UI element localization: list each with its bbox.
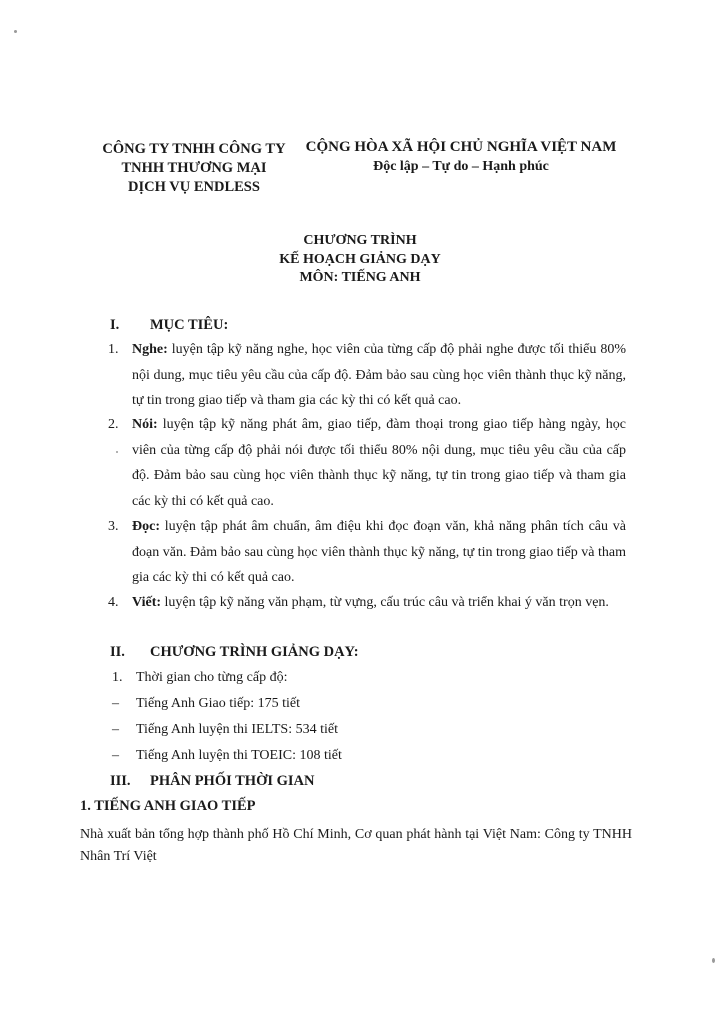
company-name-line-3: DỊCH VỤ ENDLESS — [128, 179, 260, 195]
list-number: 1. — [112, 670, 123, 685]
objective-label: Đọc: — [132, 519, 160, 534]
program-bullet — [112, 746, 342, 766]
objective-item-writing — [108, 590, 626, 616]
objective-text: luyện tập kỹ năng văn phạm, từ vựng, cấu trúc câu và triển khai ý văn trọn vẹn. — [161, 595, 609, 610]
scan-speck — [14, 30, 17, 33]
objective-label: Nghe: — [132, 342, 168, 357]
objective-item-listening — [108, 337, 626, 414]
list-number: 2. — [108, 417, 119, 432]
list-number: 3. — [108, 519, 119, 534]
company-name-line-2: TNHH THƯƠNG MẠI — [121, 160, 267, 176]
section-3-number: III. — [110, 773, 131, 789]
section-2-title: CHƯƠNG TRÌNH GIẢNG DẠY: — [150, 644, 359, 660]
section-1-heading — [110, 315, 228, 335]
dash-marker: – — [112, 696, 119, 711]
section-3-title: PHÂN PHỐI THỜI GIAN — [150, 773, 315, 789]
objective-item-speaking — [108, 412, 626, 514]
country-title: CỘNG HÒA XÃ HỘI CHỦ NGHĨA VIỆT NAM — [305, 139, 617, 155]
title-line-1: CHƯƠNG TRÌNH — [303, 233, 417, 248]
program-bullet-text: Tiếng Anh Giao tiếp: 175 tiết — [136, 696, 300, 711]
company-name-block — [96, 140, 292, 197]
section-1-number: I. — [110, 317, 120, 333]
section-2-number: II. — [110, 644, 125, 660]
program-bullet — [112, 694, 300, 714]
national-motto: Độc lập – Tự do – Hạnh phúc — [373, 159, 549, 174]
program-item-text: Thời gian cho từng cấp độ: — [136, 670, 288, 685]
objective-text: luyện tập kỹ năng phát âm, giao tiếp, đàm thoại trong giao tiếp hàng ngày, học viên của từng cấp độ phải nói được tối thiểu 80% nội dung, mục tiêu yêu cầu của cấp độ. Đảm bảo sau cùng học viên thành thục kỹ năng, tự tin trong giao tiếp và tham gia các kỳ thi có kết quả cao. — [132, 417, 626, 509]
document-title — [150, 232, 570, 288]
national-header-block — [300, 138, 622, 176]
program-bullet-text: Tiếng Anh luyện thi IELTS: 534 tiết — [136, 722, 338, 737]
objective-item-reading — [108, 514, 626, 591]
scan-speck — [712, 958, 715, 963]
title-line-2: KẾ HOẠCH GIẢNG DẠY — [279, 251, 441, 267]
dash-marker: – — [112, 748, 119, 763]
objective-label: Viết: — [132, 595, 162, 610]
objective-label: Nói: — [132, 417, 158, 432]
scan-speck — [116, 451, 118, 453]
subsection-heading: 1. TIẾNG ANH GIAO TIẾP — [80, 798, 256, 814]
dash-marker: – — [112, 722, 119, 737]
section-2-heading — [110, 642, 359, 662]
program-bullet — [112, 720, 338, 740]
company-name-line-1: CÔNG TY TNHH CÔNG TY — [102, 141, 286, 157]
list-number: 4. — [108, 595, 119, 610]
program-item-1 — [112, 668, 287, 688]
objective-text: luyện tập phát âm chuẩn, âm điệu khi đọc đoạn văn, khả năng phân tích câu và đoạn văn. Đảm bảo sau cùng học viên thành thục kỹ năng, tự tin trong giao tiếp và tham gia các kỳ thi có kết quả cao. — [132, 519, 626, 585]
program-bullet-text: Tiếng Anh luyện thi TOEIC: 108 tiết — [136, 748, 342, 763]
section-1-title: MỤC TIÊU: — [150, 317, 229, 333]
section-3-heading — [110, 771, 314, 791]
subsection-paragraph: Nhà xuất bản tổng hợp thành phố Hồ Chí Minh, Cơ quan phát hành tại Việt Nam: Công ty TNHH Nhân Trí Việt — [80, 827, 632, 864]
title-line-3: MÔN: TIẾNG ANH — [299, 270, 421, 285]
list-number: 1. — [108, 342, 119, 357]
objective-text: luyện tập kỹ năng nghe, học viên của từng cấp độ phải nghe được tối thiểu 80% nội dung, mục tiêu yêu cầu của cấp độ. Đảm bảo sau cùng học viên thành thục kỹ năng, tự tin trong giao tiếp và tham gia các kỳ thi có kết quả cao. — [132, 342, 626, 408]
